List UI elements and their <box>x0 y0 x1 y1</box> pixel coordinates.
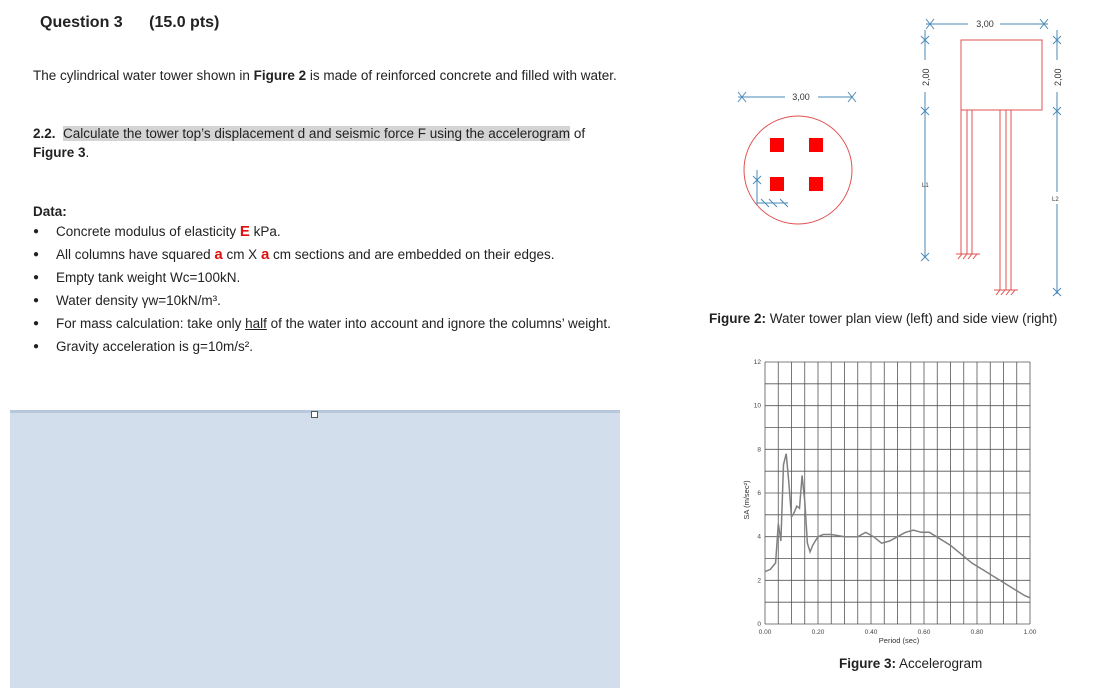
top-dimension-label: 3,00 <box>976 19 994 29</box>
question-title <box>40 14 241 32</box>
y-tick-label: 0 <box>757 621 761 628</box>
figure2-drawing <box>700 0 1097 300</box>
question-points: (15.0 pts) <box>149 14 220 31</box>
intro-figure-ref: Figure 2 <box>253 68 307 83</box>
y-tick-label: 12 <box>753 359 761 366</box>
modulus-unit: kPa. <box>249 224 281 239</box>
figure3-caption-text: Accelerogram <box>896 656 983 671</box>
mass-half-underlined: half <box>245 316 267 331</box>
task-number: 2.2. <box>33 126 56 141</box>
chart-grid <box>765 362 1030 624</box>
task-text-highlight: Calculate the tower top’s displacement d and seismic force F using the accelerogram <box>63 126 571 141</box>
blue-background-panel <box>10 410 620 688</box>
gravity-text: Gravity acceleration is g=10m/s². <box>56 339 253 354</box>
plan-column-1 <box>770 138 784 152</box>
x-tick-label: 0.20 <box>811 629 825 636</box>
columns-times: cm X <box>222 247 261 262</box>
plan-column-4 <box>809 177 823 191</box>
question-number: Question 3 <box>40 14 123 31</box>
task-statement <box>33 124 593 162</box>
chart-y-label: SA (m/sec²) <box>742 480 751 520</box>
tank-height-left-label: 2,00 <box>921 68 931 86</box>
plan-column-3 <box>770 177 784 191</box>
data-item-water-density <box>33 292 613 310</box>
ground-supports <box>956 254 1018 295</box>
col-right-label: L2 <box>1052 197 1059 203</box>
data-title: Data: <box>33 204 67 219</box>
tank-weight-text: Empty tank weight Wᴄ=100kN. <box>56 270 241 285</box>
resize-handle[interactable] <box>311 411 318 418</box>
y-tick-label: 6 <box>757 490 761 497</box>
x-tick-label: 1.00 <box>1023 629 1037 636</box>
intro-text-start: The cylindrical water tower shown in <box>33 68 254 83</box>
figure2-caption-text: Water tower plan view (left) and side view (right) <box>766 311 1058 326</box>
data-item-mass <box>33 315 613 333</box>
figure3-caption <box>839 656 982 671</box>
columns-text: All columns have squared <box>56 247 215 262</box>
task-figure-ref: Figure 3 <box>33 145 86 160</box>
mass-text-end: of the water into account and ignore the columns’ weight. <box>266 316 611 331</box>
task-text-of: of <box>570 126 586 141</box>
y-tick-label: 10 <box>753 402 761 410</box>
data-item-tank-weight <box>33 269 613 287</box>
x-tick-label: 0.00 <box>758 629 772 636</box>
intro-paragraph <box>33 66 633 85</box>
figure2-caption <box>709 311 1057 326</box>
x-tick-label: 0.80 <box>970 629 984 636</box>
x-tick-label: 0.40 <box>864 629 878 636</box>
mass-text: For mass calculation: take only <box>56 316 246 331</box>
water-density-text: Water density γw=10kN/m³. <box>56 293 221 308</box>
y-tick-label: 8 <box>757 446 761 454</box>
y-tick-label: 4 <box>757 533 761 541</box>
figure3-caption-label: Figure 3: <box>839 656 897 671</box>
modulus-text: Concrete modulus of elasticity <box>56 224 240 239</box>
data-item-columns <box>33 246 613 264</box>
tank-height-right-label: 2,00 <box>1053 68 1063 86</box>
intro-text-end: is made of reinforced concrete and filled with water. <box>306 68 617 83</box>
plan-column-2 <box>809 138 823 152</box>
variable-e: E <box>239 223 250 240</box>
right-columns <box>1000 110 1011 290</box>
chart-x-label: Period (sec) <box>878 636 920 645</box>
chart-y-ticks <box>754 359 762 628</box>
left-dimension <box>921 30 929 261</box>
left-columns <box>961 110 972 254</box>
plan-dimension-label: 3,00 <box>792 92 810 102</box>
tank-body <box>961 40 1042 110</box>
variable-a-2: a <box>260 246 270 263</box>
data-item-gravity <box>33 338 613 356</box>
variable-a-1: a <box>214 246 223 263</box>
col-left-label: L1 <box>922 183 929 189</box>
chart-x-ticks <box>759 629 1037 636</box>
columns-text-end: cm sections and are embedded on their edges. <box>269 247 555 262</box>
plan-circle <box>744 116 852 224</box>
task-period: . <box>85 145 90 160</box>
figure3-chart <box>735 350 1045 650</box>
x-tick-label: 0.60 <box>917 629 931 636</box>
data-list <box>33 223 613 361</box>
y-tick-label: 2 <box>757 577 761 585</box>
figure2-caption-label: Figure 2: <box>709 311 767 326</box>
data-item-modulus <box>33 223 613 241</box>
